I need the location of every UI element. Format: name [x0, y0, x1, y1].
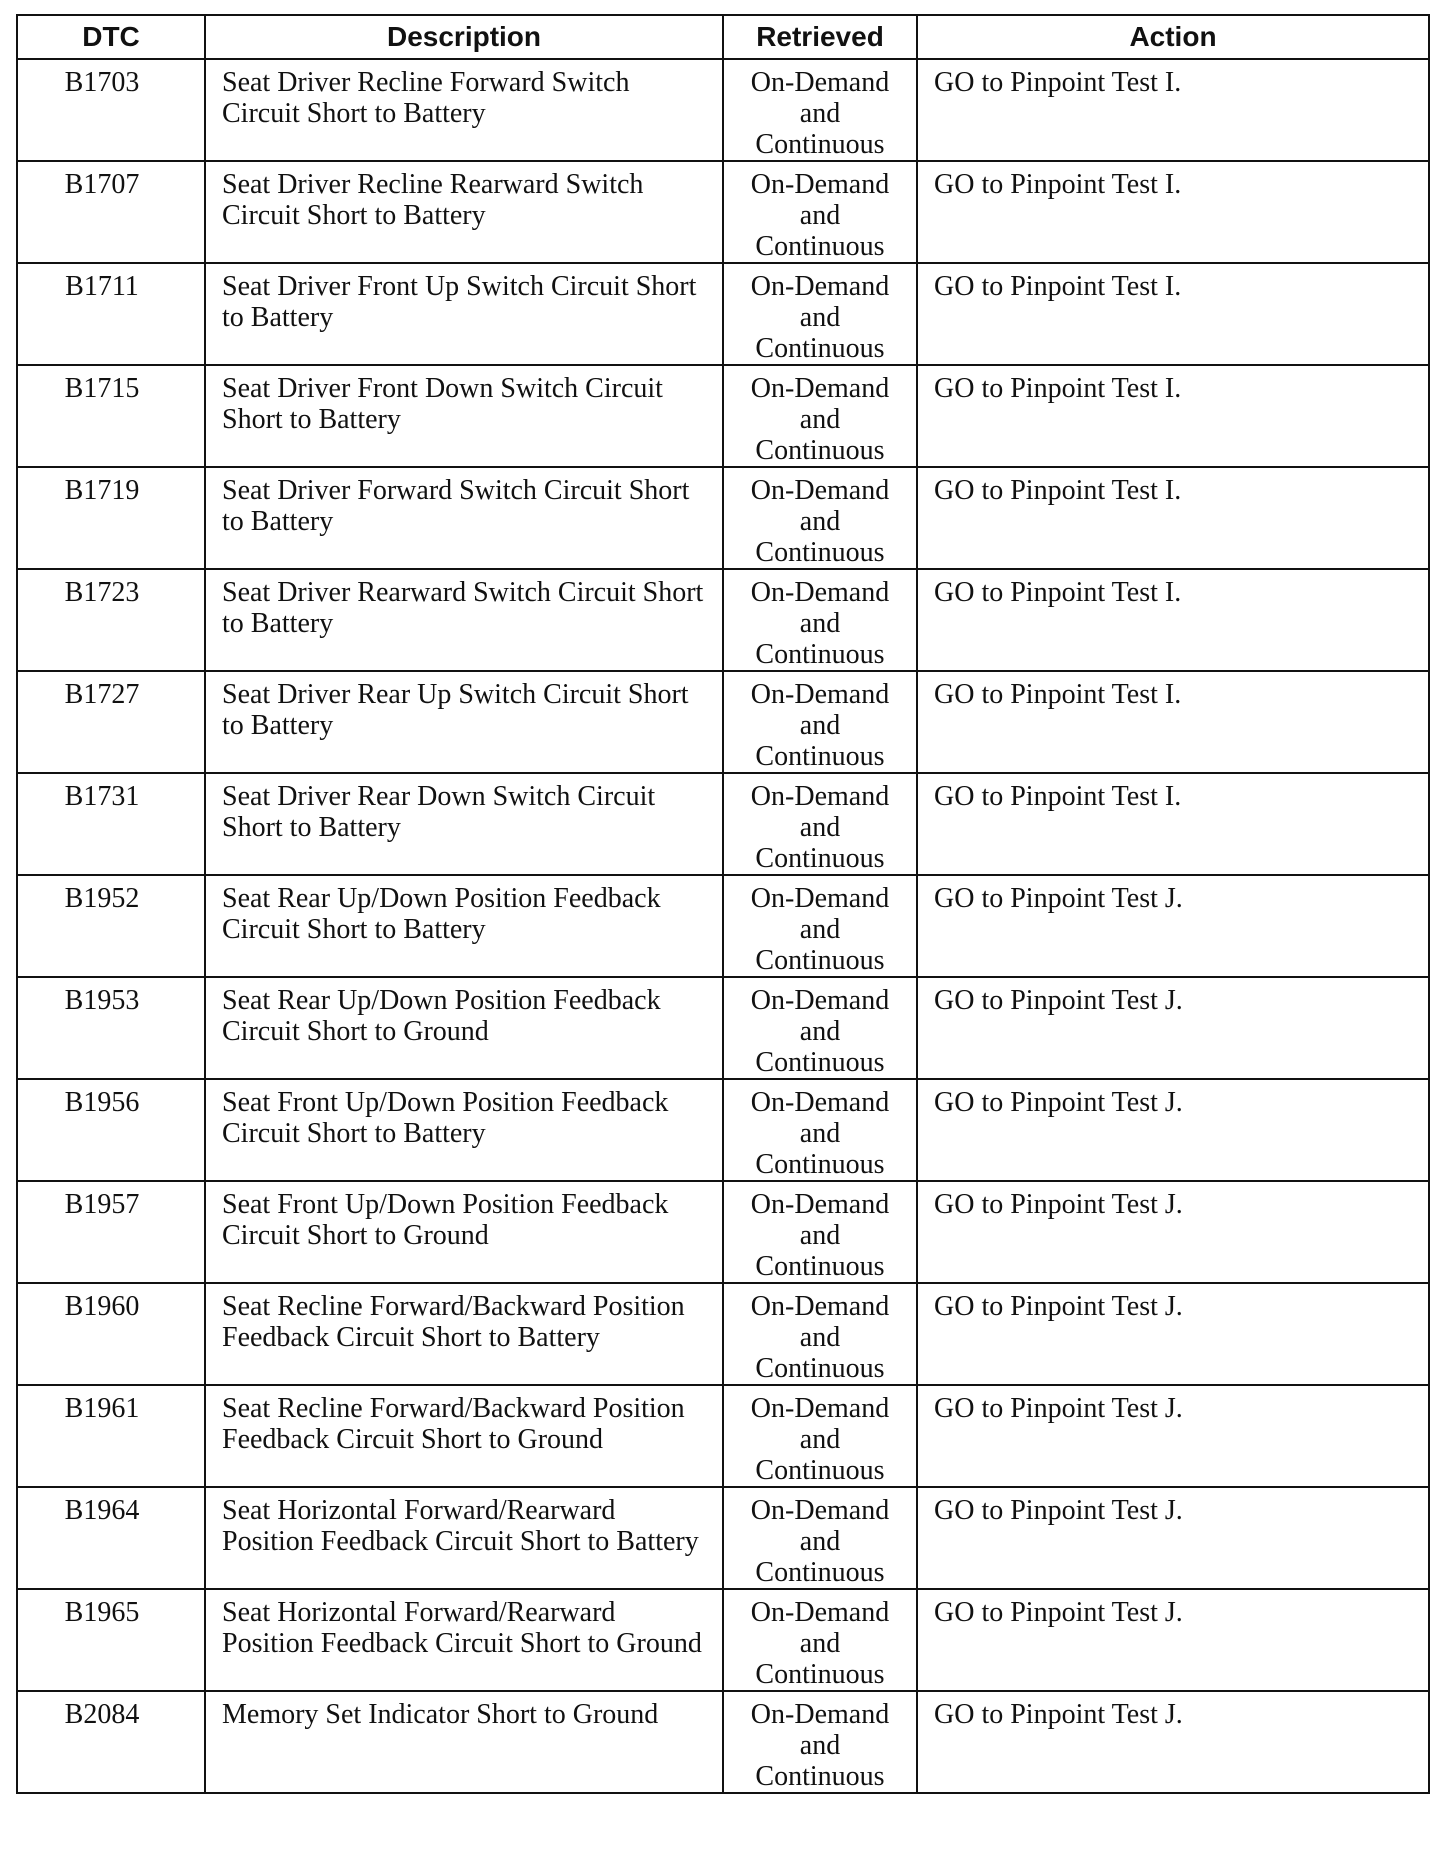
table-row — [17, 365, 1429, 467]
retrieved-cell — [723, 365, 917, 467]
retrieved-line-2: and — [799, 1016, 841, 1047]
retrieved-cell — [723, 467, 917, 569]
retrieved-cell — [723, 977, 917, 1079]
table-row — [17, 671, 1429, 773]
table-body — [17, 59, 1429, 1793]
dtc-description: Seat Driver Forward Switch Circuit Short to Battery — [205, 467, 723, 569]
retrieved-cell — [723, 773, 917, 875]
retrieved-line-3: Continuous — [755, 639, 885, 670]
retrieved-line-3: Continuous — [755, 945, 885, 976]
dtc-description: Seat Driver Recline Forward Switch Circuit Short to Battery — [205, 59, 723, 161]
dtc-description: Seat Recline Forward/Backward Position Feedback Circuit Short to Ground — [205, 1385, 723, 1487]
table-row — [17, 263, 1429, 365]
retrieved-line-3: Continuous — [755, 843, 885, 874]
dtc-description: Seat Driver Rear Up Switch Circuit Short to Battery — [205, 671, 723, 773]
retrieved-line-2: and — [799, 1220, 841, 1251]
action-text: GO to Pinpoint Test J. — [917, 875, 1429, 977]
dtc-description: Seat Horizontal Forward/Rearward Position Feedback Circuit Short to Battery — [205, 1487, 723, 1589]
dtc-description: Memory Set Indicator Short to Ground — [205, 1691, 723, 1793]
retrieved-cell — [723, 59, 917, 161]
retrieved-line-1: On-Demand — [750, 373, 890, 404]
retrieved-line-1: On-Demand — [750, 883, 890, 914]
retrieved-line-1: On-Demand — [750, 679, 890, 710]
action-text: GO to Pinpoint Test I. — [917, 671, 1429, 773]
retrieved-line-3: Continuous — [755, 1455, 885, 1486]
dtc-description: Seat Driver Rearward Switch Circuit Short to Battery — [205, 569, 723, 671]
retrieved-line-3: Continuous — [755, 1047, 885, 1078]
retrieved-line-3: Continuous — [755, 1353, 885, 1384]
retrieved-line-1: On-Demand — [750, 1495, 890, 1526]
retrieved-line-1: On-Demand — [750, 169, 890, 200]
retrieved-line-2: and — [799, 404, 841, 435]
retrieved-line-2: and — [799, 812, 841, 843]
dtc-table-container — [16, 14, 1428, 1794]
dtc-code: B1731 — [17, 773, 205, 875]
table-header — [17, 15, 1429, 59]
action-text: GO to Pinpoint Test I. — [917, 467, 1429, 569]
retrieved-line-2: and — [799, 1628, 841, 1659]
action-text: GO to Pinpoint Test I. — [917, 263, 1429, 365]
table-row — [17, 875, 1429, 977]
dtc-description: Seat Rear Up/Down Position Feedback Circuit Short to Battery — [205, 875, 723, 977]
dtc-code: B1953 — [17, 977, 205, 1079]
header-retrieved: Retrieved — [723, 15, 917, 59]
retrieved-line-3: Continuous — [755, 231, 885, 262]
dtc-code: B2084 — [17, 1691, 205, 1793]
header-dtc: DTC — [17, 15, 205, 59]
retrieved-line-1: On-Demand — [750, 1087, 890, 1118]
retrieved-cell — [723, 161, 917, 263]
retrieved-line-2: and — [799, 1526, 841, 1557]
dtc-code: B1711 — [17, 263, 205, 365]
header-action: Action — [917, 15, 1429, 59]
dtc-code: B1727 — [17, 671, 205, 773]
dtc-code: B1703 — [17, 59, 205, 161]
retrieved-line-2: and — [799, 1730, 841, 1761]
dtc-description: Seat Driver Front Up Switch Circuit Short to Battery — [205, 263, 723, 365]
retrieved-line-2: and — [799, 608, 841, 639]
dtc-code: B1961 — [17, 1385, 205, 1487]
retrieved-line-2: and — [799, 200, 841, 231]
retrieved-line-2: and — [799, 914, 841, 945]
table-row — [17, 1487, 1429, 1589]
retrieved-line-1: On-Demand — [750, 475, 890, 506]
table-row — [17, 977, 1429, 1079]
retrieved-line-2: and — [799, 1118, 841, 1149]
table-row — [17, 1691, 1429, 1793]
retrieved-line-3: Continuous — [755, 1149, 885, 1180]
retrieved-line-3: Continuous — [755, 129, 885, 160]
action-text: GO to Pinpoint Test J. — [917, 1487, 1429, 1589]
retrieved-line-1: On-Demand — [750, 271, 890, 302]
action-text: GO to Pinpoint Test J. — [917, 1283, 1429, 1385]
dtc-description: Seat Front Up/Down Position Feedback Circuit Short to Battery — [205, 1079, 723, 1181]
dtc-code: B1956 — [17, 1079, 205, 1181]
dtc-code: B1715 — [17, 365, 205, 467]
action-text: GO to Pinpoint Test I. — [917, 365, 1429, 467]
dtc-code: B1952 — [17, 875, 205, 977]
action-text: GO to Pinpoint Test I. — [917, 773, 1429, 875]
retrieved-line-1: On-Demand — [750, 1291, 890, 1322]
dtc-code: B1723 — [17, 569, 205, 671]
retrieved-line-3: Continuous — [755, 435, 885, 466]
table-row — [17, 569, 1429, 671]
table-row — [17, 161, 1429, 263]
header-row — [17, 15, 1429, 59]
dtc-description: Seat Driver Front Down Switch Circuit Short to Battery — [205, 365, 723, 467]
action-text: GO to Pinpoint Test I. — [917, 161, 1429, 263]
retrieved-cell — [723, 875, 917, 977]
dtc-description: Seat Horizontal Forward/Rearward Position Feedback Circuit Short to Ground — [205, 1589, 723, 1691]
retrieved-line-2: and — [799, 98, 841, 129]
retrieved-line-1: On-Demand — [750, 1393, 890, 1424]
retrieved-line-3: Continuous — [755, 1761, 885, 1792]
retrieved-line-2: and — [799, 1322, 841, 1353]
action-text: GO to Pinpoint Test J. — [917, 977, 1429, 1079]
table-row — [17, 1079, 1429, 1181]
dtc-description: Seat Front Up/Down Position Feedback Circuit Short to Ground — [205, 1181, 723, 1283]
dtc-code: B1964 — [17, 1487, 205, 1589]
table-row — [17, 1181, 1429, 1283]
dtc-description: Seat Rear Up/Down Position Feedback Circuit Short to Ground — [205, 977, 723, 1079]
action-text: GO to Pinpoint Test J. — [917, 1589, 1429, 1691]
retrieved-line-1: On-Demand — [750, 1597, 890, 1628]
dtc-description: Seat Driver Recline Rearward Switch Circuit Short to Battery — [205, 161, 723, 263]
action-text: GO to Pinpoint Test J. — [917, 1181, 1429, 1283]
retrieved-cell — [723, 1283, 917, 1385]
retrieved-line-3: Continuous — [755, 537, 885, 568]
retrieved-cell — [723, 1181, 917, 1283]
action-text: GO to Pinpoint Test I. — [917, 569, 1429, 671]
action-text: GO to Pinpoint Test J. — [917, 1385, 1429, 1487]
retrieved-cell — [723, 263, 917, 365]
dtc-code: B1707 — [17, 161, 205, 263]
table-row — [17, 1283, 1429, 1385]
retrieved-line-2: and — [799, 506, 841, 537]
retrieved-line-3: Continuous — [755, 741, 885, 772]
table-row — [17, 59, 1429, 161]
retrieved-line-1: On-Demand — [750, 67, 890, 98]
table-row — [17, 1589, 1429, 1691]
table-row — [17, 773, 1429, 875]
dtc-code: B1960 — [17, 1283, 205, 1385]
header-description: Description — [205, 15, 723, 59]
retrieved-line-1: On-Demand — [750, 985, 890, 1016]
retrieved-line-1: On-Demand — [750, 781, 890, 812]
retrieved-cell — [723, 1079, 917, 1181]
action-text: GO to Pinpoint Test J. — [917, 1079, 1429, 1181]
retrieved-cell — [723, 1589, 917, 1691]
retrieved-line-3: Continuous — [755, 1557, 885, 1588]
dtc-description: Seat Recline Forward/Backward Position Feedback Circuit Short to Battery — [205, 1283, 723, 1385]
table-row — [17, 1385, 1429, 1487]
retrieved-line-1: On-Demand — [750, 1189, 890, 1220]
action-text: GO to Pinpoint Test J. — [917, 1691, 1429, 1793]
retrieved-line-1: On-Demand — [750, 1699, 890, 1730]
dtc-code: B1957 — [17, 1181, 205, 1283]
retrieved-line-2: and — [799, 302, 841, 333]
dtc-code: B1965 — [17, 1589, 205, 1691]
retrieved-line-1: On-Demand — [750, 577, 890, 608]
dtc-table — [16, 14, 1430, 1794]
retrieved-line-2: and — [799, 1424, 841, 1455]
retrieved-line-3: Continuous — [755, 1659, 885, 1690]
retrieved-cell — [723, 1487, 917, 1589]
table-row — [17, 467, 1429, 569]
dtc-description: Seat Driver Rear Down Switch Circuit Short to Battery — [205, 773, 723, 875]
retrieved-cell — [723, 671, 917, 773]
retrieved-line-2: and — [799, 710, 841, 741]
retrieved-cell — [723, 1691, 917, 1793]
retrieved-cell — [723, 569, 917, 671]
retrieved-line-3: Continuous — [755, 333, 885, 364]
action-text: GO to Pinpoint Test I. — [917, 59, 1429, 161]
retrieved-cell — [723, 1385, 917, 1487]
dtc-code: B1719 — [17, 467, 205, 569]
retrieved-line-3: Continuous — [755, 1251, 885, 1282]
